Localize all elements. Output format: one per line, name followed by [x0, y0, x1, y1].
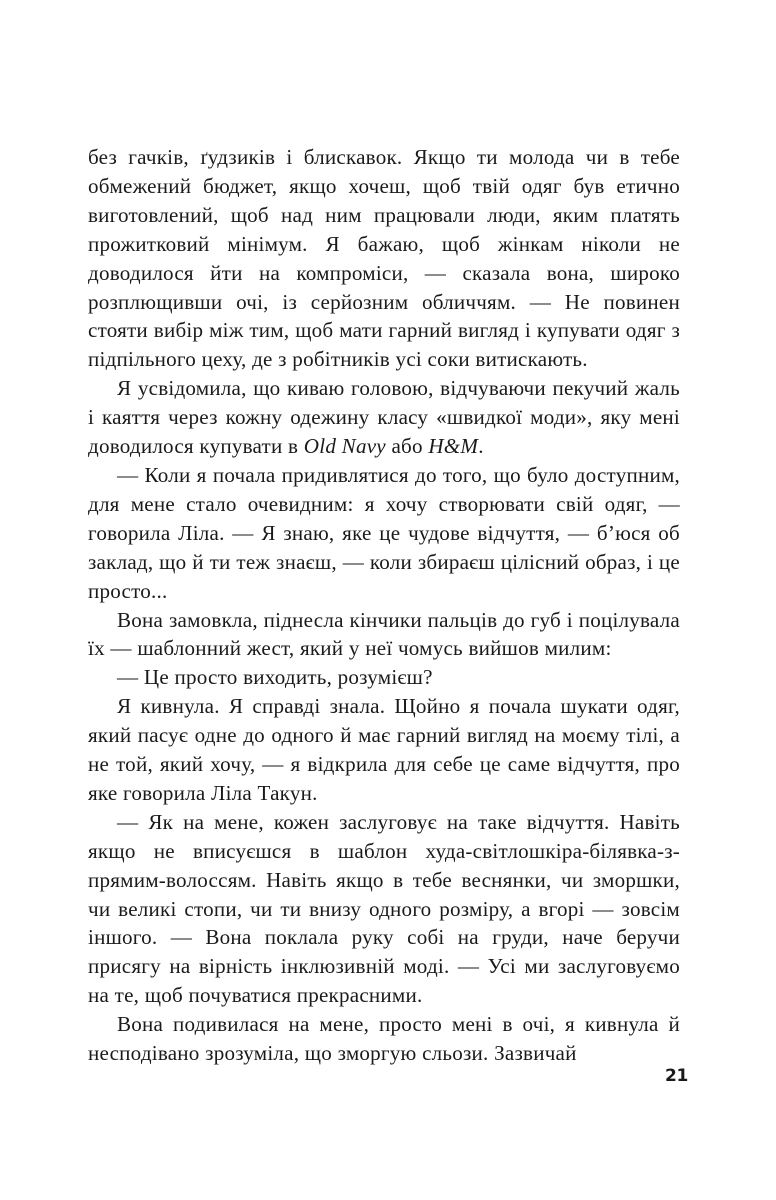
text-run: — Коли я почала придивлятися до того, що було доступним, для мене стало очевидним: я хочу створювати свій одяг, — говорила Ліла. — Я знаю, яке це чудове відчуття, — б’юся об заклад, що й ти теж знаєш, — коли збираєш цілісний образ, і це просто... [88, 462, 680, 603]
paragraph [88, 143, 680, 374]
paragraph [88, 692, 680, 808]
text-run: Я кивнула. Я справді знала. Щойно я почала шукати одяг, який пасує одне до одного й має гарний вигляд на моєму тілі, а не той, який хочу, — я відкрила для себе це саме відчуття, про яке говорила Ліла Такун. [88, 694, 680, 805]
text-run: — Це просто виходить, розумієш? [117, 665, 433, 690]
text-run: Вона подивилася на мене, просто мені в очі, я кивнула й несподівано зрозуміла, що зморгую сльози. Зазвичай [88, 1012, 680, 1066]
text-run: . [478, 434, 484, 459]
brand-name: H&M [428, 434, 479, 459]
text-run: без гачків, ґудзиків і блискавок. Якщо ти молода чи в тебе обмежений бюджет, якщо хочеш, щоб твій одяг був етично виготовлений, щоб над ним працювали люди, яким платять прожитковий мінімум. Я бажаю, щоб жінкам ніколи не доводилося йти на компроміси, — сказала вона, широко розплющивши очі, із серйозним обличчям. — Не повинен стояти вибір між тим, щоб мати гарний вигляд і купувати одяг з підпільного цеху, де з робітників усі соки витискають. [88, 145, 680, 372]
paragraph [88, 808, 680, 1010]
paragraph [88, 606, 680, 664]
text-run: — Як на мене, кожен заслуговує на таке відчуття. Навіть якщо не вписуєшся в шаблон худа-світлошкіра-білявка-з-прямим-волоссям. Навіть якщо в тебе веснянки, чи зморшки, чи великі стопи, чи ти внизу одного розміру, а вгорі — зовсім іншого. — Вона поклала руку собі на груди, наче беручи присягу на вірність інклюзивній моді. — Усі ми заслуговуємо на те, щоб почуватися прекрасними. [88, 809, 680, 1008]
text-run: Я усвідомила, що киваю головою, відчуваючи пекучий жаль і каяття через кожну одежину класу «швидкої моди», яку мені доводилося купувати в [88, 376, 680, 459]
paragraph [88, 461, 680, 606]
paragraph [88, 663, 680, 692]
page-number: 21 [665, 1066, 688, 1086]
text-run: або [385, 434, 429, 459]
text-run: Вона замовкла, піднесла кінчики пальців до губ і поцілувала їх — шаблонний жест, який у неї чомусь вийшов милим: [88, 607, 680, 661]
paragraph [88, 1010, 680, 1068]
page-text-block [88, 143, 680, 1068]
paragraph [88, 374, 680, 461]
brand-name: Old Navy [303, 434, 386, 459]
